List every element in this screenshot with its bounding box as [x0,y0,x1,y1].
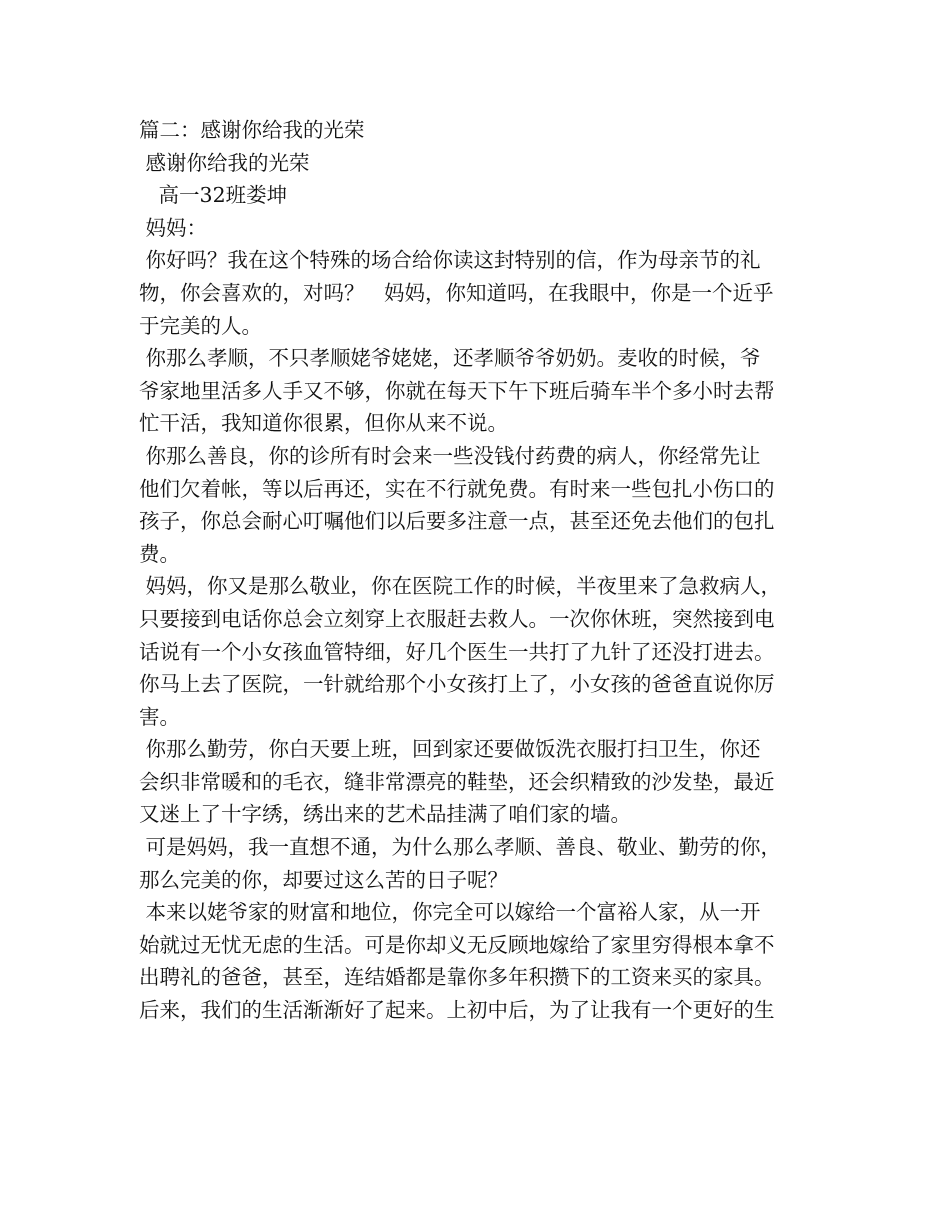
letter-salutation: 妈妈： [139,215,208,240]
text-line: 忙干活，我知道你很累，但你从来不说。 [139,411,508,436]
text-line: 又迷上了十字绣，绣出来的艺术品挂满了咱们家的墙。 [139,802,631,827]
letter-author: 高一32班娄坤 [139,183,288,208]
section-heading: 篇二：感谢你给我的光荣 [139,118,365,142]
text-line: 于完美的人。 [139,313,262,338]
text-line: 你那么善良，你的诊所有时会来一些没钱付药费的病人，你经常先让 [139,443,761,468]
text-line: 物，你会喜欢的，对吗？ 妈妈，你知道吗，在我眼中，你是一个近乎 [139,280,774,305]
text-line: 你好吗？我在这个特殊的场合给你读这封特别的信，作为母亲节的礼 [139,248,761,273]
text-line: 始就过无忧无虑的生活。可是你却义无反顾地嫁给了家里穷得根本拿不 [139,932,775,957]
text-line: 妈妈，你又是那么敬业，你在医院工作的时候，半夜里来了急救病人， [139,574,782,599]
text-line: 爷家地里活多人手又不够，你就在每天下午下班后骑车半个多小时去帮 [139,378,775,403]
text-line: 后来，我们的生活渐渐好了起来。上初中后，为了让我有一个更好的生 [139,998,775,1023]
letter-title: 感谢你给我的光荣 [139,150,310,175]
text-line: 出聘礼的爸爸，甚至，连结婚都是靠你多年积攒下的工资来买的家具。 [139,965,775,990]
text-line: 你马上去了医院，一针就给那个小女孩打上了，小女孩的爸爸直说你厉 [139,672,775,697]
text-line: 话说有一个小女孩血管特细，好几个医生一共打了九针了还没打进去。 [139,639,775,664]
text-line: 那么完美的你，却要过这么苦的日子呢？ [139,867,508,892]
text-line: 孩子，你总会耐心叮嘱他们以后要多注意一点，甚至还免去他们的包扎 [139,509,775,534]
text-line: 他们欠着帐，等以后再还，实在不行就免费。有时来一些包扎小伤口的 [139,476,775,501]
text-line: 害。 [139,704,180,729]
text-line: 你那么孝顺，不只孝顺姥爷姥姥，还孝顺爷爷奶奶。麦收的时候，爷 [139,346,761,371]
text-line: 本来以姥爷家的财富和地位，你完全可以嫁给一个富裕人家，从一开 [139,900,761,925]
text-line: 可是妈妈，我一直想不通，为什么那么孝顺、善良、敬业、勤劳的你， [139,835,782,860]
document-body [139,114,819,1027]
text-line: 只要接到电话你总会立刻穿上衣服赶去救人。一次你休班，突然接到电 [139,606,775,631]
text-line: 你那么勤劳，你白天要上班，回到家还要做饭洗衣服打扫卫生，你还 [139,737,761,762]
text-line: 会织非常暖和的毛衣，缝非常漂亮的鞋垫，还会织精致的沙发垫，最近 [139,769,775,794]
text-line: 费。 [139,541,180,566]
